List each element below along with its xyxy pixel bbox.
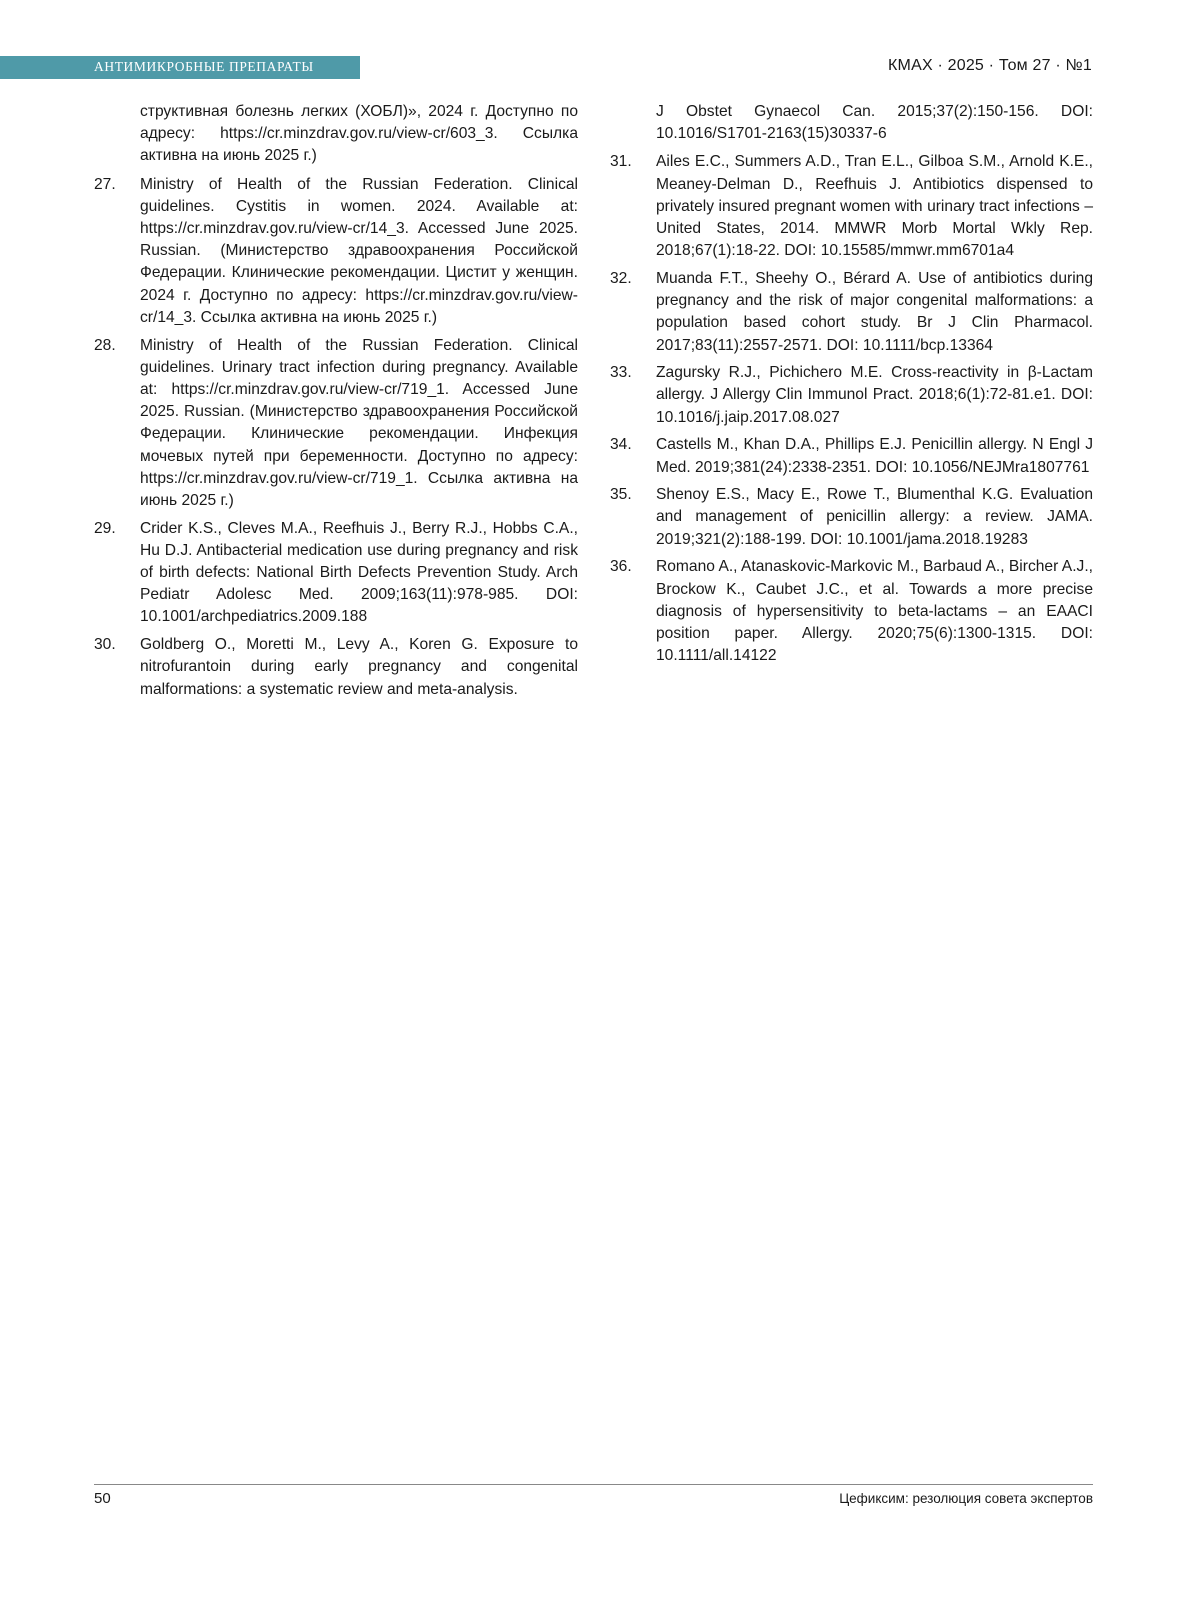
reference-item <box>94 335 578 513</box>
reference-text: Goldberg O., Moretti M., Levy A., Koren G. Exposure to nitrofurantoin during early pregnancy and congenital malformations: a systematic review and meta-analysis. <box>140 634 578 701</box>
reference-item <box>610 484 1093 551</box>
section-title: АНТИМИКРОБНЫЕ ПРЕПАРАТЫ <box>94 59 314 75</box>
reference-item <box>94 634 578 701</box>
reference-number: 27. <box>94 174 140 329</box>
reference-number: 29. <box>94 518 140 629</box>
reference-text: Ministry of Health of the Russian Federation. Clinical guidelines. Cystitis in women. 2024. Available at: https://cr.minzdrav.gov.ru/view-cr/14_3. Accessed June 2025. Russian. (Министерство здравоохранения Российской Федерации. Клинические рекомендации. Цистит у женщин. 2024 г. Доступно по адресу: https://cr.minzdrav.gov.ru/view-cr/14_3. Ссылка активна на июнь 2025 г.) <box>140 174 578 329</box>
section-band <box>0 56 360 79</box>
reference-text: Ailes E.C., Summers A.D., Tran E.L., Gilboa S.M., Arnold K.E., Meaney-Delman D., Reefhuis J. Antibiotics dispensed to privately insured pregnant women with urinary tract infections – United States, 2014. MMWR Morb Mortal Wkly Rep. 2018;67(1):18-22. DOI: 10.15585/mmwr.mm6701a4 <box>656 151 1093 262</box>
reference-text: Ministry of Health of the Russian Federation. Clinical guidelines. Urinary tract infection during pregnancy. Available at: https://cr.minzdrav.gov.ru/view-cr/719_1. Accessed June 2025. Russian. (Министерство здравоохранения Российской Федерации. Клинические рекомендации. Инфекция мочевых путей при беременности. Доступно по адресу: https://cr.minzdrav.gov.ru/view-cr/719_1. Ссылка активна на июнь 2025 г.) <box>140 335 578 513</box>
footer-title: Цефиксим: резолюция совета экспертов <box>839 1491 1093 1506</box>
reference-text: Crider K.S., Cleves M.A., Reefhuis J., Berry R.J., Hobbs C.A., Hu D.J. Antibacterial medication use during pregnancy and risk of birth defects: National Birth Defects Prevention Study. Arch Pediatr Adolesc Med. 2009;163(11):978-985. DOI: 10.1001/archpediatrics.2009.188 <box>140 518 578 629</box>
reference-number: 32. <box>610 268 656 357</box>
reference-item <box>94 518 578 629</box>
reference-number: 34. <box>610 434 656 478</box>
reference-text: Castells M., Khan D.A., Phillips E.J. Penicillin allergy. N Engl J Med. 2019;381(24):2338-2351. DOI: 10.1056/NEJMra1807761 <box>656 434 1093 478</box>
reference-text: Romano A., Atanaskovic-Markovic M., Barbaud A., Bircher A.J., Brockow K., Caubet J.C., et al. Towards a more precise diagnosis of hypersensitivity to beta-lactams – an EAACI position paper. Allergy. 2020;75(6):1300-1315. DOI: 10.1111/all.14122 <box>656 556 1093 667</box>
reference-item <box>610 151 1093 262</box>
reference-column-right <box>610 101 1093 673</box>
reference-continuation: структивная болезнь легких (ХОБЛ)», 2024 г. Доступно по адресу: https://cr.minzdrav.gov.ru/view-cr/603_3. Ссылка активна на июнь 2025 г.) <box>140 101 578 168</box>
reference-item <box>610 434 1093 478</box>
reference-text: Zagursky R.J., Pichichero M.E. Cross-reactivity in β-Lactam allergy. J Allergy Clin Immunol Pract. 2018;6(1):72-81.e1. DOI: 10.1016/j.jaip.2017.08.027 <box>656 362 1093 429</box>
reference-number: 35. <box>610 484 656 551</box>
footer-divider <box>94 1484 1093 1485</box>
reference-item <box>610 362 1093 429</box>
journal-info: КМАХ · 2025 · Том 27 · №1 <box>888 57 1092 75</box>
reference-number: 31. <box>610 151 656 262</box>
reference-continuation: J Obstet Gynaecol Can. 2015;37(2):150-156. DOI: 10.1016/S1701-2163(15)30337-6 <box>656 101 1093 145</box>
reference-text: Shenoy E.S., Macy E., Rowe T., Blumenthal K.G. Evaluation and management of penicillin allergy: a review. JAMA. 2019;321(2):188-199. DOI: 10.1001/jama.2018.19283 <box>656 484 1093 551</box>
reference-item <box>94 174 578 329</box>
reference-column-left <box>94 101 578 706</box>
reference-number: 30. <box>94 634 140 701</box>
reference-text: Muanda F.T., Sheehy O., Bérard A. Use of antibiotics during pregnancy and the risk of major congenital malformations: a population based cohort study. Br J Clin Pharmacol. 2017;83(11):2557-2571. DOI: 10.1111/bcp.13364 <box>656 268 1093 357</box>
reference-item <box>610 556 1093 667</box>
page-number: 50 <box>94 1490 111 1507</box>
reference-number: 36. <box>610 556 656 667</box>
reference-number: 28. <box>94 335 140 513</box>
reference-number: 33. <box>610 362 656 429</box>
reference-item <box>610 268 1093 357</box>
